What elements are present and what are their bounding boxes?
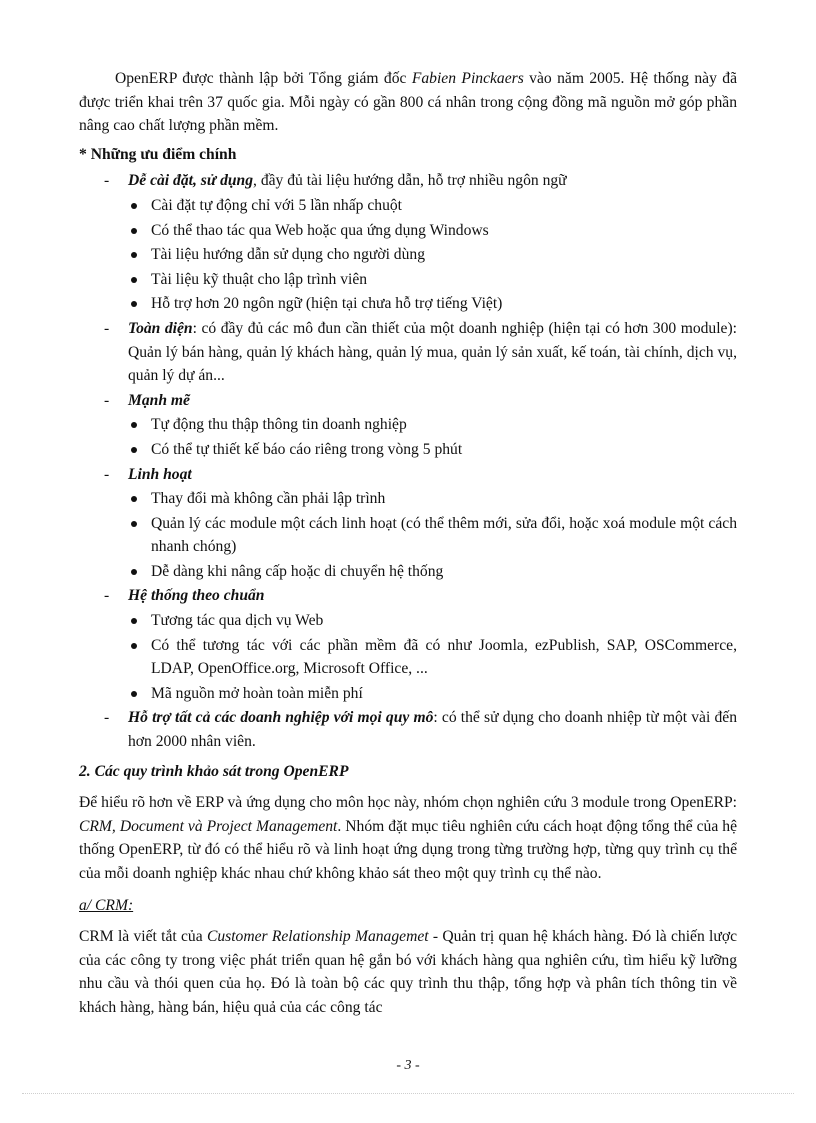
advantage-text: , đầy đủ tài liệu hướng dẫn, hỗ trợ nhiều ngôn ngữ (253, 172, 567, 190)
bullet-dot (131, 496, 137, 502)
advantage-title: Dễ cài đặt, sử dụng (128, 172, 254, 190)
bullet-text: Quản lý các module một cách linh hoạt (có thể thêm mới, sửa đổi, hoặc xoá module một cách nhanh chóng) (151, 514, 737, 556)
bullet-text: Thay đổi mà không cần phải lập trình (151, 490, 386, 508)
bullet-text: Mã nguồn mở hoàn toàn miễn phí (151, 684, 363, 702)
dash-marker: - (104, 172, 110, 190)
bullet-dot (131, 203, 137, 209)
bullet-item (79, 219, 737, 243)
advantage-item (79, 169, 737, 193)
bullet-dot (131, 252, 137, 258)
advantage-title: Hỗ trợ tất cả các doanh nghiệp với mọi quy mô (128, 709, 434, 727)
footer-divider (22, 1093, 794, 1094)
advantage-item (79, 584, 737, 608)
bullet-dot (131, 301, 137, 307)
crm-paragraph (79, 925, 737, 1019)
bullet-item (79, 194, 737, 218)
advantage-item (79, 389, 737, 413)
crm-text-end: - Quản trị quan hệ khách hàng. Đó là chiến lược của các công ty trong việc phát triển quan hệ gắn bó với khách hàng qua nghiên cứu, tìm hiểu kỹ lưỡng nhu cầu và thói quen của họ. Đó là toàn bộ các quy trình thu thập, tổng hợp và phân tích thông tin về khách hàng, hàng bán, hiệu quả của các công tác (79, 928, 738, 1016)
bullet-dot (131, 277, 137, 283)
bullet-text: Tự động thu thập thông tin doanh nghiệp (151, 416, 407, 434)
bullet-text: Có thể thao tác qua Web hoặc qua ứng dụng Windows (151, 221, 489, 239)
bullet-text: Có thể tương tác với các phần mềm đã có như Joomla, ezPublish, SAP, OSCommerce, LDAP, OpenOffice.org, Microsoft Office, ... (151, 636, 737, 678)
bullet-dot (131, 521, 137, 527)
advantage-title: Linh hoạt (128, 465, 192, 483)
section-title: 2. Các quy trình khảo sát trong OpenERP (79, 762, 349, 780)
paragraph-text-start: Để hiểu rõ hơn về ERP và ứng dụng cho môn học này, nhóm chọn nghiên cứu 3 module trong OpenERP: (79, 794, 737, 812)
intro-text-end: vào năm 2005. Hệ thống này đã được triển khai trên 37 quốc gia. Mỗi ngày có gần 800 cá nhân trong cộng đồng mã nguồn mở góp phần nâng cao chất lượng phần mềm. (79, 70, 737, 135)
bullet-text: Dễ dàng khi nâng cấp hoặc di chuyển hệ thống (151, 562, 444, 580)
advantage-title: Toàn diện (128, 319, 193, 337)
advantage-item (79, 317, 737, 388)
advantages-heading: * Những ưu điểm chính (79, 145, 237, 163)
bullet-dot (131, 447, 137, 453)
bullet-item (79, 438, 737, 462)
bullet-dot (131, 643, 137, 649)
advantage-text: : có thể sử dụng cho doanh nhiệp từ một vài đến hơn 2000 nhân viên. (128, 709, 737, 751)
bullet-text: Hỗ trợ hơn 20 ngôn ngữ (hiện tại chưa hỗ trợ tiếng Việt) (151, 295, 503, 313)
bullet-dot (131, 569, 137, 575)
advantage-item (79, 706, 737, 753)
advantage-title: Hệ thống theo chuẩn (128, 587, 265, 605)
dash-marker: - (104, 709, 110, 727)
dash-marker: - (104, 465, 110, 483)
section-paragraph (79, 791, 737, 885)
crm-text-start: CRM là viết tắt của (79, 928, 207, 946)
bullet-item (79, 268, 737, 292)
bullet-dot (131, 691, 137, 697)
advantage-text: : có đầy đủ các mô đun cần thiết của một doanh nghiệp (hiện tại có hơn 300 module): Quản lý bán hàng, quản lý khách hàng, quản lý mua, quản lý sản xuất, kế toán, tài chính, dịch vụ, quản lý dự án... (128, 319, 737, 385)
bullet-item (79, 243, 737, 267)
crm-term: Customer Relationship Managemet (206, 928, 429, 946)
bullet-item (79, 512, 737, 559)
bullet-item (79, 413, 737, 437)
bullet-item (79, 487, 737, 511)
bullet-item (79, 292, 737, 316)
advantage-title: Mạnh mẽ (128, 391, 190, 409)
bullet-text: Tương tác qua dịch vụ Web (151, 612, 324, 630)
crm-heading: a/ CRM: (79, 896, 134, 914)
founder-name: Fabien Pinckaers (411, 70, 524, 87)
bullet-item (79, 682, 737, 706)
bullet-dot (131, 422, 137, 428)
bullet-item (79, 634, 737, 681)
bullet-text: Tài liệu hướng dẫn sử dụng cho người dùng (151, 246, 425, 264)
bullet-text: Có thể tự thiết kế báo cáo riêng trong vòng 5 phút (151, 440, 463, 458)
module-names: CRM, Document và Project Management (79, 817, 338, 835)
intro-paragraph (79, 67, 737, 138)
paragraph-text-end: . Nhóm đặt mục tiêu nghiên cứu cách hoạt động tổng thể của hệ thống OpenERP, từ đó có thể hiểu rõ và linh hoạt ứng dụng trong từng trường hợp, từng quy trình cụ thể của mỗi doanh nghiệp khác nhau chứ không khảo sát theo một quy trình cụ thể nào. (79, 817, 737, 882)
bullet-text: Tài liệu kỹ thuật cho lập trình viên (151, 270, 368, 288)
intro-text-start: OpenERP được thành lập bởi Tổng giám đốc (115, 70, 412, 87)
bullet-item (79, 560, 737, 584)
advantage-item (79, 463, 737, 487)
dash-marker: - (104, 391, 110, 409)
page-number: - 3 - (396, 1058, 420, 1073)
bullet-item (79, 609, 737, 633)
bullet-text: Cài đặt tự động chỉ với 5 lần nhấp chuột (151, 196, 402, 214)
bullet-dot (131, 228, 137, 234)
bullet-dot (131, 618, 137, 624)
dash-marker: - (104, 587, 110, 605)
page-content (79, 67, 737, 1020)
dash-marker: - (104, 319, 110, 337)
